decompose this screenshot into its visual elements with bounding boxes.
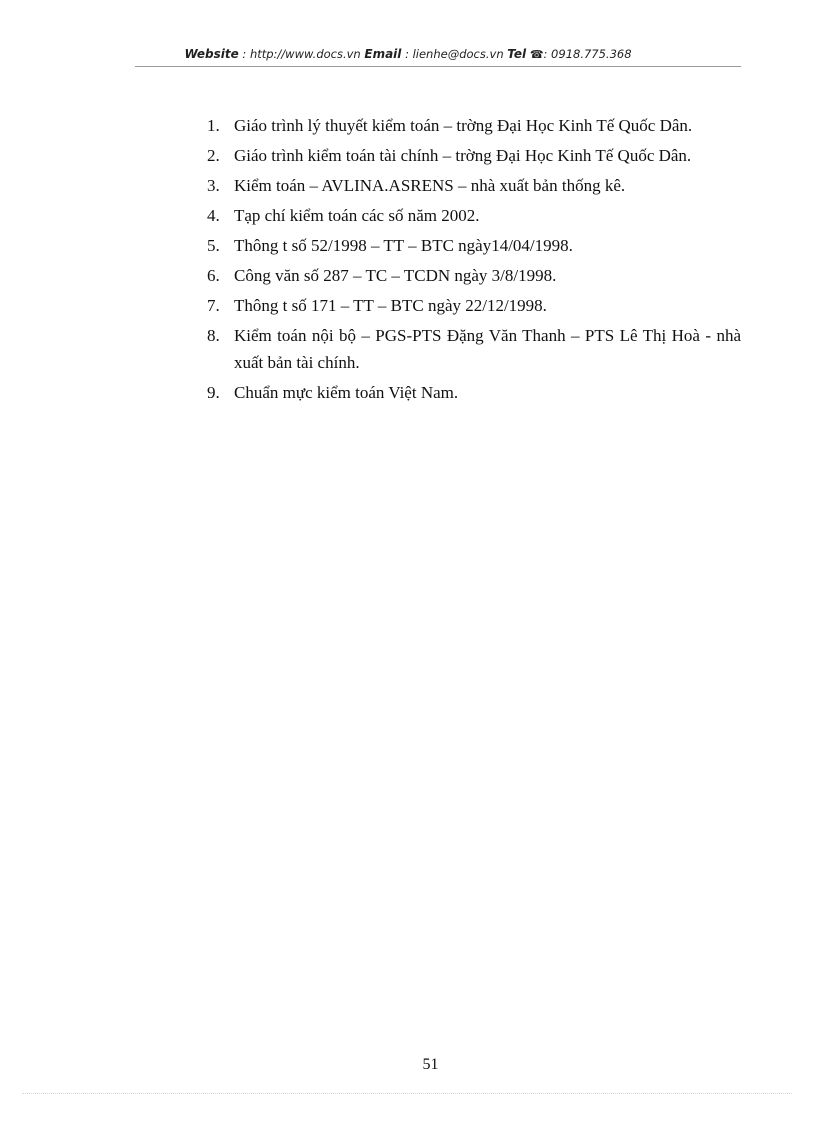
list-item-text: Kiểm toán – AVLINA.ASRENS – nhà xuất bản thống kê. xyxy=(234,176,626,195)
list-item-text: Thông t số 171 – TT – BTC ngày 22/12/1998. xyxy=(234,296,547,315)
list-item xyxy=(207,322,741,376)
list-item-text: Chuẩn mực kiểm toán Việt Nam. xyxy=(234,383,459,402)
email-label: Email xyxy=(364,47,402,61)
list-item-number: 9. xyxy=(207,383,220,402)
list-item xyxy=(207,292,741,319)
list-item xyxy=(207,142,741,169)
list-item xyxy=(207,202,741,229)
reference-list xyxy=(207,112,741,409)
list-item-text: Công văn số 287 – TC – TCDN ngày 3/8/1998. xyxy=(234,266,557,285)
list-item-number: 2. xyxy=(207,146,220,165)
tel-label: Tel xyxy=(507,47,527,61)
list-item-number: 3. xyxy=(207,176,220,195)
list-item xyxy=(207,232,741,259)
website-label: Website xyxy=(184,47,239,61)
list-item-text: Kiểm toán nội bộ – PGS-PTS Đặng Văn Thanh – PTS Lê Thị Hoà - nhà xuất bản tài chính. xyxy=(234,326,741,372)
list-item-text: Thông t số 52/1998 – TT – BTC ngày14/04/1998. xyxy=(234,236,573,255)
list-item-text: Tạp chí kiểm toán các số năm 2002. xyxy=(234,206,480,225)
tel-number: : 0918.775.368 xyxy=(543,47,632,61)
list-item xyxy=(207,262,741,289)
list-item xyxy=(207,112,741,139)
list-item-number: 1. xyxy=(207,116,220,135)
list-item xyxy=(207,379,741,406)
list-item-number: 5. xyxy=(207,236,220,255)
list-item-number: 8. xyxy=(207,326,220,345)
website-link[interactable]: : http://www.docs.vn xyxy=(242,47,361,61)
list-item xyxy=(207,172,741,199)
footer-divider xyxy=(22,1093,792,1094)
list-item-number: 6. xyxy=(207,266,220,285)
list-item-text: Giáo trình lý thuyết kiểm toán – trờng Đại Học Kinh Tế Quốc Dân. xyxy=(234,116,693,135)
header-divider xyxy=(135,66,741,67)
page-header xyxy=(0,47,816,61)
list-item-number: 7. xyxy=(207,296,220,315)
list-item-text: Giáo trình kiểm toán tài chính – trờng Đại Học Kinh Tế Quốc Dân. xyxy=(234,146,692,165)
phone-icon: ☎ xyxy=(529,48,544,61)
list-item-number: 4. xyxy=(207,206,220,225)
email-link[interactable]: : lienhe@docs.vn xyxy=(405,47,504,61)
page-number: 51 xyxy=(422,1056,439,1073)
